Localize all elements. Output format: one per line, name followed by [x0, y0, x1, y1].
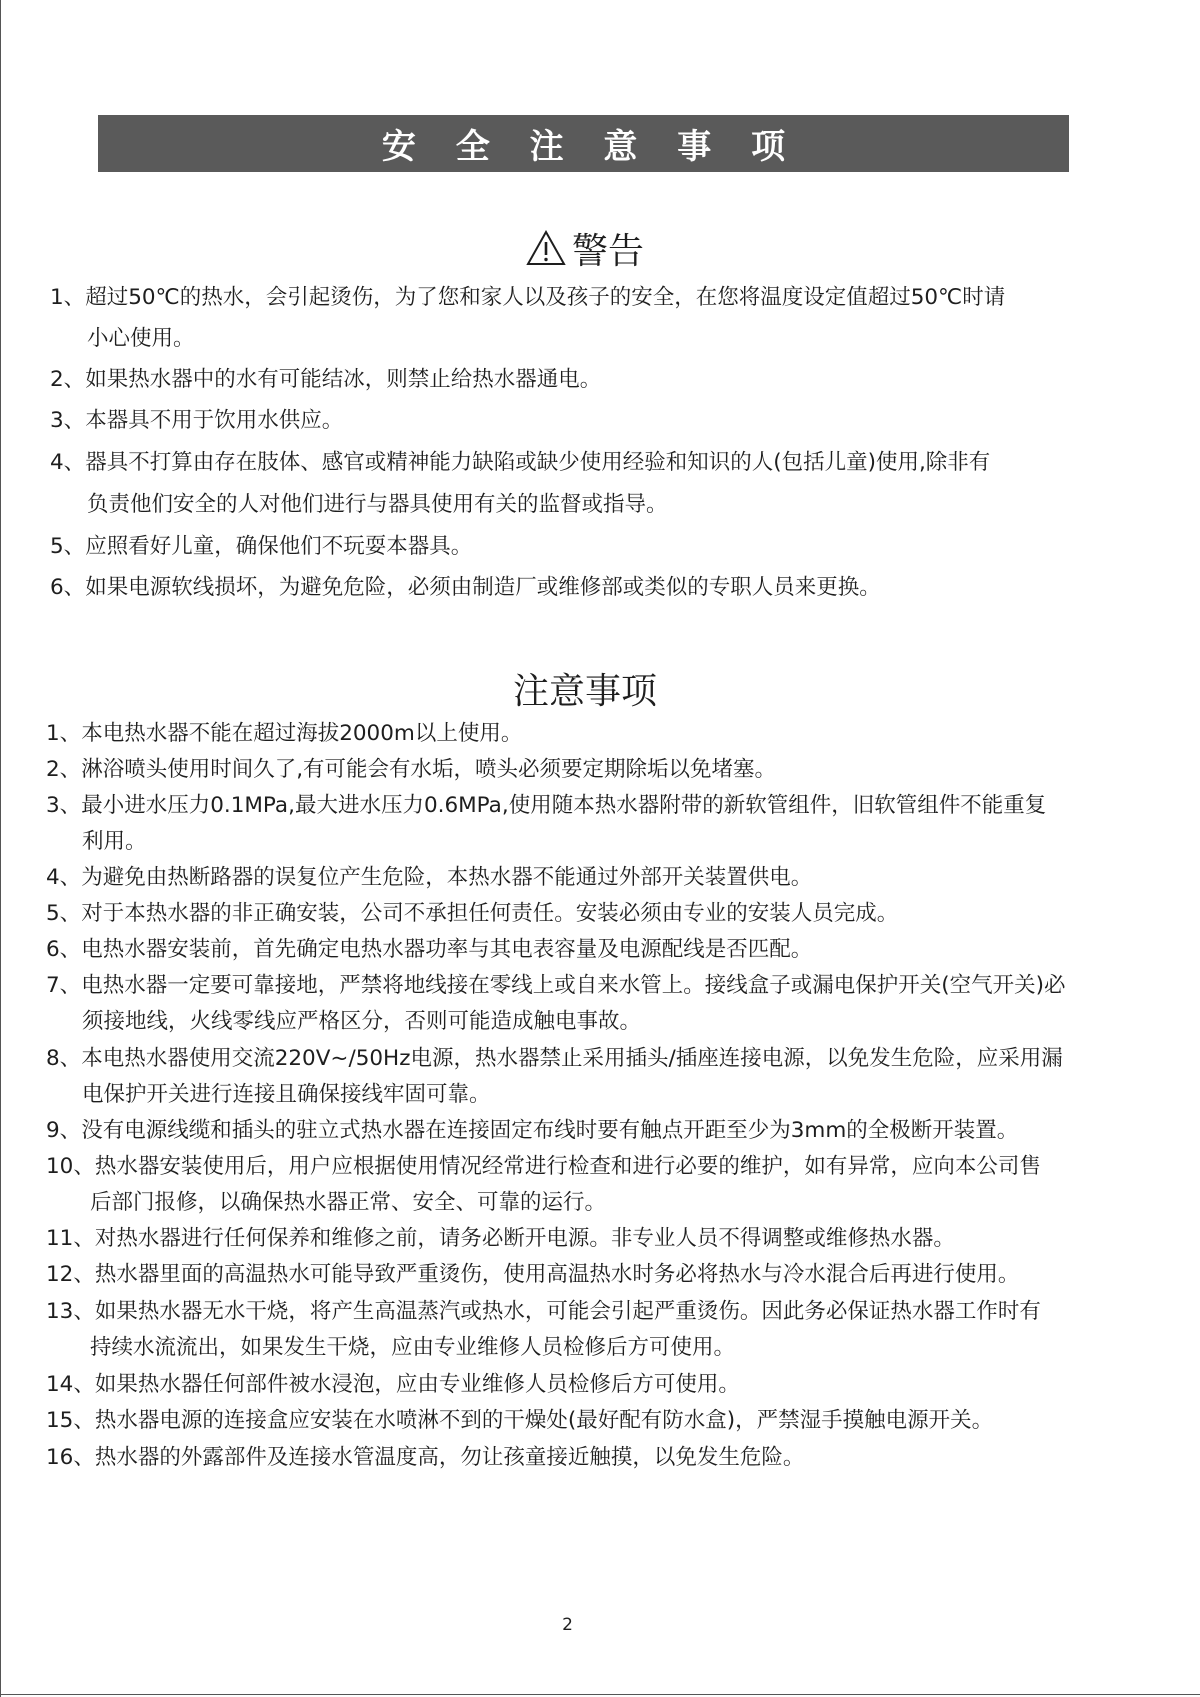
- notes-item: [46, 1254, 1019, 1295]
- item-number: 8、: [46, 1046, 82, 1071]
- notes-item: [46, 1218, 955, 1259]
- item-number: 10、: [46, 1154, 95, 1179]
- warning-item: [50, 442, 990, 483]
- item-text: 为避免由热断路器的误复位产生危险，本热水器不能通过外部开关装置供电。: [81, 865, 813, 890]
- warning-triangle-icon: [526, 230, 566, 266]
- banner-title: 安 全 注 意 事 项: [381, 127, 800, 167]
- notes-item-continuation: 须接地线，火线零线应严格区分，否则可能造成触电事故。: [82, 1009, 642, 1034]
- item-text: 如果电源软线损坏，为避免危险，必须由制造厂或维修部或类似的专职人员来更换。: [85, 575, 881, 600]
- warning-item: [50, 277, 1005, 318]
- warning-item: [50, 567, 881, 608]
- warning-item-continuation: 小心使用。: [87, 326, 195, 351]
- notes-item: [46, 1400, 993, 1441]
- item-number: 4、: [50, 450, 86, 475]
- warning-item-continuation: 负责他们安全的人对他们进行与器具使用有关的监督或指导。: [87, 492, 668, 517]
- notes-item-continuation: 电保护开关进行连接且确保接线牢固可靠。: [82, 1082, 491, 1107]
- item-text: 本器具不用于饮用水供应。: [85, 408, 344, 433]
- notes-item: [46, 785, 1046, 826]
- item-number: 16、: [46, 1445, 95, 1470]
- item-text: 最小进水压力0.1MPa,最大进水压力0.6MPa,使用随本热水器附带的新软管组件，旧软管组件不能重复: [81, 793, 1047, 818]
- item-number: 3、: [50, 408, 86, 433]
- item-number: 9、: [46, 1118, 82, 1143]
- notes-item: [46, 893, 898, 934]
- item-number: 3、: [46, 793, 82, 818]
- item-number: 6、: [50, 575, 86, 600]
- item-number: 2、: [46, 757, 82, 782]
- warning-item: [50, 400, 343, 441]
- item-number: 14、: [46, 1372, 95, 1397]
- page-number: 2: [562, 1615, 573, 1635]
- notes-item: [46, 1038, 1063, 1079]
- item-number: 5、: [50, 534, 86, 559]
- item-number: 11、: [46, 1226, 95, 1251]
- notes-item: [46, 857, 812, 898]
- item-text: 没有电源线缆和插头的驻立式热水器在连接固定布线时要有触点开距至少为3mm的全极断开装置。: [81, 1118, 1019, 1143]
- item-text: 本电热水器使用交流220V~/50Hz电源，热水器禁止采用插头/插座连接电源，以免发生危险，应采用漏: [81, 1046, 1063, 1071]
- item-text: 超过50℃的热水，会引起烫伤，为了您和家人以及孩子的安全，在您将温度设定值超过50℃时请: [85, 285, 1006, 310]
- item-text: 电热水器安装前，首先确定电热水器功率与其电表容量及电源配线是否匹配。: [81, 937, 813, 962]
- item-number: 7、: [46, 973, 82, 998]
- item-text: 对于本热水器的非正确安装，公司不承担任何责任。安装必须由专业的安装人员完成。: [81, 901, 899, 926]
- notes-heading-text: 注意事项: [512, 670, 657, 712]
- item-number: 5、: [46, 901, 82, 926]
- item-text: 淋浴喷头使用时间久了,有可能会有水垢，喷头必须要定期除垢以免堵塞。: [81, 757, 777, 782]
- notes-item: [46, 1110, 1018, 1151]
- notes-heading: [0, 658, 1170, 718]
- warning-heading: [0, 218, 1170, 278]
- item-number: 1、: [46, 721, 82, 746]
- item-text: 如果热水器任何部件被水浸泡，应由专业维修人员检修后方可使用。: [94, 1372, 740, 1397]
- page-border-bottom: [0, 1694, 1200, 1695]
- notes-item: [46, 1146, 1041, 1187]
- notes-item: [46, 749, 776, 790]
- item-text: 电热水器一定要可靠接地，严禁将地线接在零线上或自来水管上。接线盒子或漏电保护开关(空气开关)必: [81, 973, 1066, 998]
- warning-item: [50, 359, 601, 400]
- notes-item: [46, 1364, 740, 1405]
- item-text: 热水器安装使用后，用户应根据使用情况经常进行检查和进行必要的维护，如有异常，应向本公司售: [94, 1154, 1041, 1179]
- item-number: 12、: [46, 1262, 95, 1287]
- warning-item: [50, 526, 472, 567]
- notes-item: [46, 929, 812, 970]
- notes-item-continuation: 利用。: [82, 829, 147, 854]
- warning-heading-text: 警告: [571, 230, 644, 272]
- item-text: 应照看好儿童，确保他们不玩耍本器具。: [85, 534, 473, 559]
- item-number: 2、: [50, 367, 86, 392]
- item-text: 器具不打算由存在肢体、感官或精神能力缺陷或缺少使用经验和知识的人(包括儿童)使用,除非有: [85, 450, 991, 475]
- item-number: 1、: [50, 285, 86, 310]
- item-number: 4、: [46, 865, 82, 890]
- item-text: 热水器电源的连接盒应安装在水喷淋不到的干燥处(最好配有防水盒)，严禁湿手摸触电源开关。: [94, 1408, 994, 1433]
- notes-item: [46, 1437, 804, 1478]
- item-number: 13、: [46, 1299, 95, 1324]
- item-text: 对热水器进行任何保养和维修之前，请务必断开电源。非专业人员不得调整或维修热水器。: [94, 1226, 955, 1251]
- item-text: 如果热水器中的水有可能结冰，则禁止给热水器通电。: [85, 367, 602, 392]
- notes-item-continuation: 后部门报修，以确保热水器正常、安全、可靠的运行。: [90, 1190, 607, 1215]
- item-number: 6、: [46, 937, 82, 962]
- title-banner: [98, 115, 1069, 172]
- notes-item-continuation: 持续水流流出，如果发生干烧，应由专业维修人员检修后方可使用。: [90, 1335, 736, 1360]
- item-text: 本电热水器不能在超过海拔2000m以上使用。: [81, 721, 523, 746]
- item-text: 如果热水器无水干烧，将产生高温蒸汽或热水，可能会引起严重烫伤。因此务必保证热水器工作时有: [94, 1299, 1041, 1324]
- item-number: 15、: [46, 1408, 95, 1433]
- notes-item: [46, 713, 522, 754]
- item-text: 热水器的外露部件及连接水管温度高，勿让孩童接近触摸，以免发生危险。: [94, 1445, 805, 1470]
- notes-item: [46, 1291, 1041, 1332]
- item-text: 热水器里面的高温热水可能导致严重烫伤，使用高温热水时务必将热水与冷水混合后再进行使用。: [94, 1262, 1020, 1287]
- notes-item: [46, 965, 1065, 1006]
